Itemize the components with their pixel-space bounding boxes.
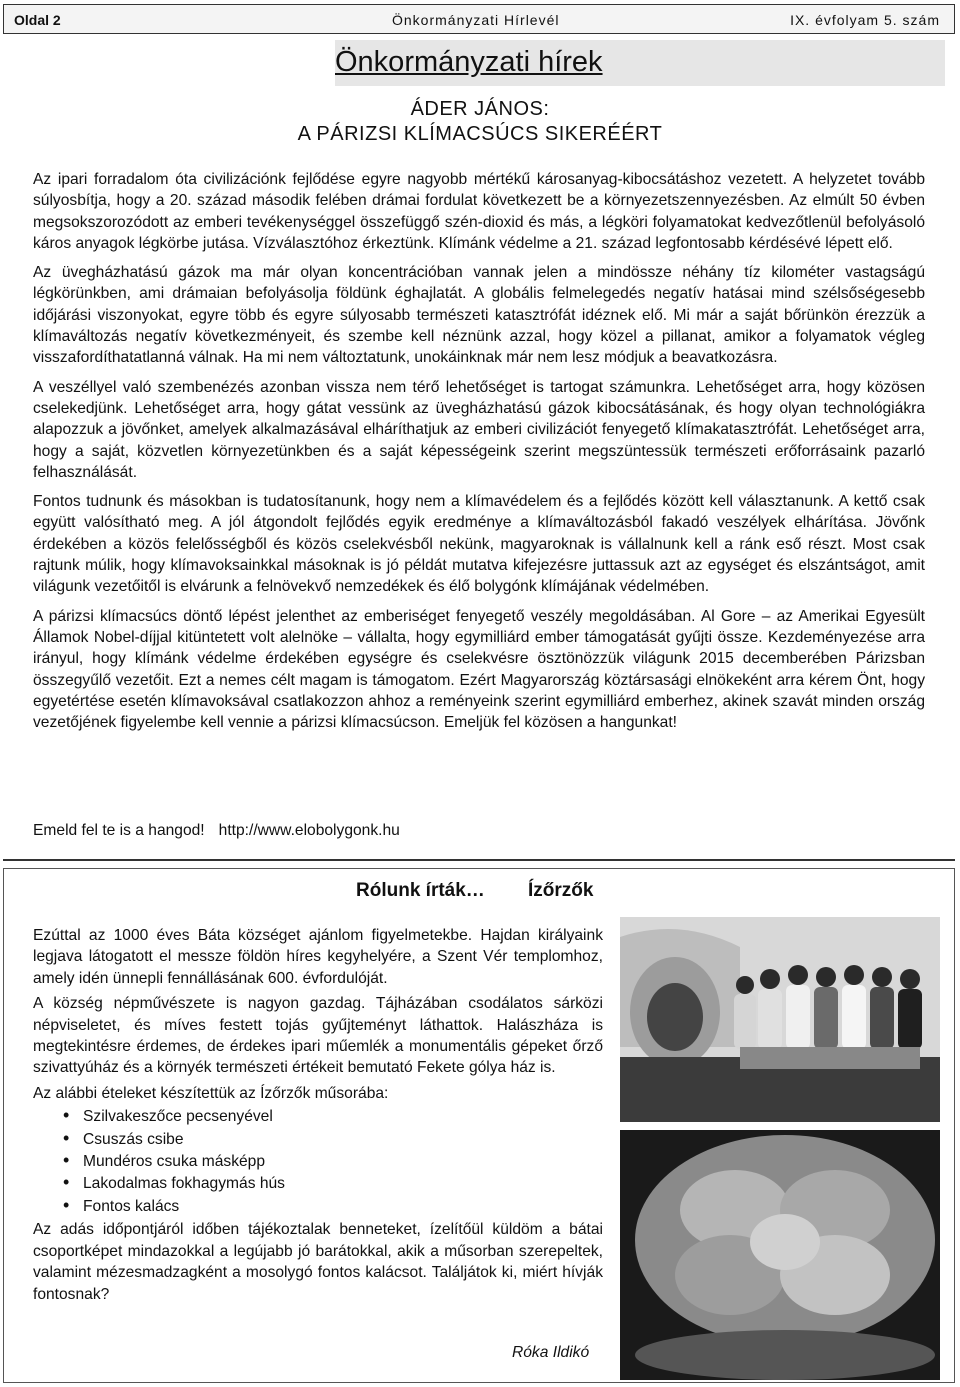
review-body — [33, 925, 603, 1309]
page-number: Oldal 2 — [14, 12, 61, 28]
review-paragraph: Az alábbi ételeket készítettük az Ízőrzők műsorába: — [33, 1084, 389, 1102]
list-item: • Mundéros csuka másképp — [33, 1151, 603, 1172]
list-item: • Szilvakeszőce pecsenyével — [33, 1106, 603, 1127]
list-item: • Csuszás csibe — [33, 1129, 603, 1150]
section-divider — [3, 859, 955, 861]
article-body — [33, 169, 925, 741]
website-link[interactable]: http://www.elobolygonk.hu — [218, 822, 400, 839]
article-paragraph: Az üvegházhatású gázok ma már olyan koncentrációban vannak jelen a mindössze néhány tíz kilométer vastagságú légkörünkben, ami drámaian befolyásolja földünk éghajlatát. A globális felmelegedés negatív hatásai mind szélsőségesebb időjárási viszonyokat, egyre több és egyre súlyosabb természeti katasztrófát idéznek elő. Mi már a saját bőrünkön érezzük a klímaváltozás negatív következményeit, és szembe kell néznünk azzal, hogy közel a pillanat, amikor a folyamatok végleg visszafordíthatatlanná válnak. Ha mi nem változtatunk, unokáinknak már nem lesz módjuk a beavatkozásra. — [33, 264, 925, 367]
bread-photo-image — [620, 1130, 940, 1380]
review-closing: Az adás időpontjáról időben tájékoztalak benneteket, ízelítőül küldöm a bátai csoportképet mindazokkal a legújabb jó barátokkal, akik a műsorban szerepeltek, valamint mézesmadzagként a mosolygó fontos kalácsot. Találjátok ki, miért hívják fontosnak? — [33, 1221, 603, 1303]
group-photo-image — [620, 917, 940, 1122]
article-title-line2: A PÁRIZSI KLÍMACSÚCS SIKERÉÉRT — [297, 123, 663, 145]
bread-photo — [620, 1130, 940, 1380]
review-paragraph: A község népművészete is nagyon gazdag. Tájházában csodálatos sárközi népviseletet, és míves festett tojás gyűjteményt láthattok. Halászháza is megtekintésre érdemes, de érdekes ipari műemlék a monumentális gépeket őrző szivattyúház és a környék természeti értékeit bemutató Fekete gólya ház is. — [33, 995, 603, 1077]
cta-text: Emeld fel te is a hangod! — [33, 822, 205, 839]
article-title-line1: ÁDER JÁNOS: — [410, 98, 550, 120]
section-title-box — [335, 40, 945, 86]
review-title: Rólunk írták… — [356, 880, 485, 901]
author-signature: Róka Ildikó — [512, 1344, 590, 1361]
review-show-name: Ízőrzők — [528, 880, 594, 901]
publication-name: Önkormányzati Hírlevél — [392, 12, 560, 28]
call-to-action — [33, 822, 400, 840]
issue-info: IX. évfolyam 5. szám — [790, 12, 940, 28]
section-title: Önkormányzati hírek — [335, 46, 603, 78]
dish-list — [33, 1106, 603, 1217]
list-item: • Fontos kalács — [33, 1196, 603, 1217]
article-paragraph: Fontos tudnunk és másokban is tudatosítanunk, hogy nem a klímavédelem és a fejlődés között kell választanunk. A kettő csak együtt valósítható meg. A jól átgondolt fejlődés egyik eredménye a klímaváltozásból fakadó veszélyek elhárítása. Jövőnk érdekében a közös felelősségből és közös cselekvésből nekünk, magyaroknak is vállalnunk kell a ránk eső részt. Most csak rajtunk múlik, hogy klímavoksainkkal másoknak is jó példát mutatva kifejezésre juttassuk azt az egységet és elszántságot, amit világunk vezetőitől is elvárunk a felnövekvő nemzedékek és élő bolygónk klímájának védelmében. — [33, 493, 925, 596]
article-paragraph: A párizsi klímacsúcs döntő lépést jelenthet az emberiséget fenyegető veszély megoldásában. Al Gore – az Amerikai Egyesült Államok Nobel-díjjal kitüntetett volt alelnöke – vállalta, hogy egymilliárd ember támogatását gyűjti össze. Kezdeményezése arra irányul, hogy klímánk védelme érdekében egységre és cselekvésre ösztönözzük világunk 2015 decemberében Párizsban összegyűlő vezetőit. Ezt a nemes célt magam is támogatom. Ezért Magyarország köztársasági elnökeként arra kérem Önt, hogy egyetértése esetén klímavoksával csatlakozzon ahhoz a reményeink szerint egymilliárd emberhez, akinek szavát minden ország vezetőjének figyelembe kell vennie a párizsi klímacsúcson. Emeljük fel közösen a hangunkat! — [33, 607, 925, 732]
review-paragraph: Ezúttal az 1000 éves Báta községet ajánlom figyelmetekbe. Hajdan királyaink legjava látogatott el messze földön híres kegyhelyére, a Szent Vér templomhoz, amely idén ünnepli fennállásának 600. évfordulóját. — [33, 927, 603, 987]
group-photo — [620, 917, 940, 1122]
list-item: • Lakodalmas fokhagymás hús — [33, 1173, 603, 1194]
article-paragraph: A veszéllyel való szembenézés azonban vissza nem térő lehetőséget is tartogat számunkra. Lehetőséget arra, hogy közösen cselekedjünk. Lehetőséget arra, hogy gátat vessünk az üvegházhatású gázok kibocsátásának, és hogy olyan technológiákra alapozzuk a jövőnket, amelyek alkalmazásával elháríthatjuk az emberi civilizációt fenyegető klímakatasztrófát. Lehetőséget arra, hogy a saját, közvetlen környezetünkben és a saját képességeink szerint megszüntessük természeti erőforrásaink pazarló felhasználását. — [33, 378, 925, 481]
page-header — [3, 4, 955, 34]
article-paragraph: Az ipari forradalom óta civilizációnk fejlődése egyre nagyobb mértékű károsanyag-kibocsátáshoz vezetett. A helyzetet tovább súlyosbítja, hogy a 20. század második felében drámai fordulat következett be a környezetszennyezésben. Az elmúlt 50 évben megsokszorozódott az emberi tevékenységgel összefüggő szén-dioxid és más, a légköri folyamatokat kedvezőtlenül befolyásoló káros anyagok légkörbe jutása. Vízválasztóhoz érkeztünk. Klímánk védelme a 21. század legfontosabb kérdésévé lépett elő. — [33, 171, 925, 252]
